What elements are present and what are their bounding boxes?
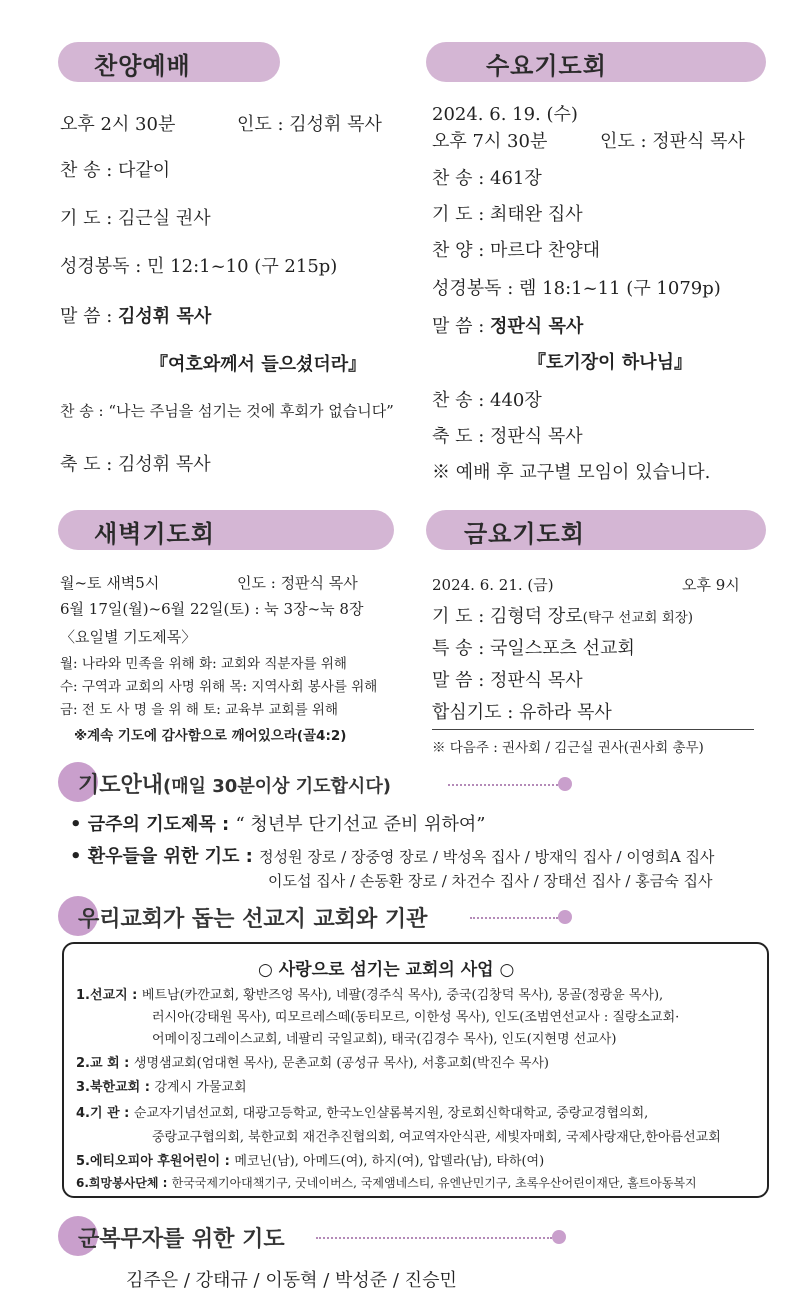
mission-row-text: 어메이징그레이스교회, 네팔리 국일교회), 태국(김경수 목사), 인도(지현명 선교사) (152, 1032, 617, 1047)
wednesday-title-pill (426, 42, 766, 82)
mission-row-text: 러시아(강태원 목사), 띠모르레스떼(동티모르, 이한성 목사), 인도(조범연선교사 : 질랑소교회· (152, 1010, 680, 1025)
sick-prayer-line2: 이도섭 집사 / 손동환 장로 / 차건수 집사 / 장태선 집사 / 홍금숙 집사 (268, 872, 713, 890)
worship-sermon (60, 302, 211, 328)
wednesday-prayer: 기 도 : 최태완 집사 (432, 204, 583, 225)
prayer-guide-dots (448, 784, 558, 786)
sick-prayer-line1: 정성원 장로 / 장중영 장로 / 박성옥 집사 / 방재익 집사 / 이영희A 집사 (259, 848, 715, 866)
military-names: 김주은 / 강태규 / 이동혁 / 박성준 / 진승민 (126, 1270, 457, 1291)
mission-row-text: 생명샘교회(엄대현 목사), 문촌교회 (공성규 목사), 서흥교회(박진수 목사) (133, 1056, 550, 1071)
mission-row-label: 3.북한교회 : (76, 1080, 155, 1095)
mission-row (152, 1126, 721, 1145)
worship-reading: 성경봉독 : 민 12:1~10 (구 215p) (60, 256, 338, 277)
friday-sermon: 말 씀 : 정판식 목사 (432, 670, 583, 691)
worship-sermon-title: 『여호와께서 들으셨더라』 (150, 354, 367, 375)
dawn-title: 새벽기도회 (94, 520, 215, 548)
friday-prayer-note: (탁구 선교회 회장) (582, 610, 694, 626)
mission-row (76, 1052, 549, 1071)
missions-end-dot (558, 910, 572, 924)
wednesday-date: 2024. 6. 19. (수) (432, 104, 578, 125)
friday-divider (432, 729, 754, 730)
wednesday-sermon-label: 말 씀 : (432, 316, 491, 337)
mission-row-text: 메코닌(남), 아메드(여), 하지(여), 압델라(남), 타하(여) (234, 1154, 545, 1169)
mission-row (152, 1028, 616, 1047)
mission-row-text: 중랑교구협의회, 북한교회 재건추진협의회, 여교역자안식관, 세빛자매회, 국제사랑재단,한아름선교회 (152, 1130, 721, 1145)
friday-special: 특 송 : 국일스포츠 선교회 (432, 638, 635, 659)
wednesday-reading: 성경봉독 : 렘 18:1~11 (구 1079p) (432, 278, 721, 299)
military-title: 군복무자를 위한 기도 (78, 1227, 285, 1252)
worship-title: 찬양예배 (94, 52, 191, 80)
wednesday-leader: 인도 : 정판식 목사 (600, 131, 745, 152)
prayer-guide-subtitle: (매일 30분이상 기도합시다) (163, 776, 391, 797)
military-end-dot (552, 1230, 566, 1244)
prayer-guide-end-dot (558, 777, 572, 791)
friday-time: 오후 9시 (682, 576, 740, 594)
mission-row-label: 4.기 관 : (76, 1106, 134, 1121)
wednesday-note: ※ 예배 후 교구별 모임이 있습니다. (432, 462, 711, 483)
worship-closing-hymn: 찬 송 : “나는 주님을 섬기는 것에 후회가 없습니다” (60, 402, 394, 420)
mission-row (76, 1102, 648, 1121)
mission-row-label: 2.교 회 : (76, 1056, 134, 1071)
friday-prayer (432, 602, 693, 628)
worship-time: 오후 2시 30분 (60, 114, 176, 135)
missions-dots (470, 917, 558, 919)
worship-sermon-speaker: 김성휘 목사 (118, 306, 212, 327)
sick-prayer-label: • 환우들을 위한 기도 : (70, 846, 260, 867)
wednesday-title: 수요기도회 (486, 52, 607, 80)
sick-prayer (70, 842, 714, 868)
mission-row-text: 한국국제기아대책기구, 굿네이버스, 국제앰네스티, 유엔난민기구, 초록우산어린이재단, 홀트아동복지 (171, 1176, 697, 1190)
worship-prayer: 기 도 : 김근실 권사 (60, 208, 211, 229)
friday-closing: 합심기도 : 유하라 목사 (432, 702, 612, 723)
dawn-verse: ※계속 기도에 감사함으로 깨어있으라(골4:2) (74, 728, 347, 744)
military-dots (316, 1237, 552, 1239)
worship-leader: 인도 : 김성휘 목사 (237, 114, 382, 135)
mission-row (76, 984, 663, 1003)
dawn-topic-1: 월: 나라와 민족을 위해 화: 교회와 직분자를 위해 (60, 656, 347, 672)
wednesday-sermon-title: 『토기장이 하나님』 (528, 352, 692, 373)
wednesday-sermon-speaker: 정판식 목사 (490, 316, 584, 337)
friday-next: ※ 다음주 : 권사회 / 김근실 권사(권사회 총무) (432, 740, 704, 756)
dawn-topics-header: 〈요일별 기도제목〉 (60, 628, 197, 646)
dawn-topic-3: 금: 전 도 사 명 을 위 해 토: 교육부 교회를 위해 (60, 702, 338, 718)
mission-row-text: 강계시 가물교회 (154, 1080, 247, 1095)
wednesday-hymn: 찬 송 : 461장 (432, 168, 542, 189)
dawn-title-pill (58, 510, 394, 550)
mission-row-text: 순교자기념선교회, 대광고등학교, 한국노인샬롬복지원, 장로회신학대학교, 중랑교경협의회, (133, 1106, 649, 1121)
weekly-prayer-text: “ 청년부 단기선교 준비 위하여” (235, 814, 486, 835)
missions-title: 우리교회가 돕는 선교지 교회와 기관 (78, 907, 428, 932)
friday-prayer-label: 기 도 : 김형덕 장로 (432, 606, 583, 627)
friday-date: 2024. 6. 21. (금) (432, 576, 554, 594)
worship-benediction: 축 도 : 김성휘 목사 (60, 454, 211, 475)
mission-row-label: 1.선교지 : (76, 988, 142, 1003)
mission-row-label: 5.에티오피아 후원어린이 : (76, 1154, 235, 1169)
friday-title-pill (426, 510, 766, 550)
mission-row (76, 1150, 544, 1169)
weekly-prayer-label: • 금주의 기도제목 : (70, 814, 236, 835)
missions-box-title: ○ 사랑으로 섬기는 교회의 사업 ○ (258, 960, 515, 980)
dawn-range: 6월 17일(월)~6월 22일(토) : 눅 3장~눅 8장 (60, 600, 364, 618)
wednesday-benediction: 축 도 : 정판식 목사 (432, 426, 583, 447)
wednesday-time: 오후 7시 30분 (432, 131, 548, 152)
worship-hymn: 찬 송 : 다같이 (60, 160, 171, 181)
worship-sermon-label: 말 씀 : (60, 306, 119, 327)
mission-row (152, 1006, 679, 1025)
prayer-guide-heading (78, 768, 391, 799)
wednesday-closing-hymn: 찬 송 : 440장 (432, 390, 542, 411)
wednesday-choir: 찬 양 : 마르다 찬양대 (432, 240, 601, 261)
weekly-prayer (70, 810, 485, 836)
prayer-guide-title: 기도안내 (78, 773, 164, 798)
mission-row-text: 베트남(카깐교회, 황반즈엉 목사), 네팔(경주식 목사), 중국(김창덕 목사), 몽골(정광윤 목사), (141, 988, 664, 1003)
wednesday-sermon (432, 312, 583, 338)
dawn-topic-2: 수: 구역과 교회의 사명 위해 목: 지역사회 봉사를 위해 (60, 679, 378, 695)
mission-row (76, 1174, 697, 1191)
mission-row-label: 6.희망봉사단체 : (76, 1176, 172, 1190)
dawn-leader: 인도 : 정판식 목사 (237, 574, 358, 592)
worship-title-pill (58, 42, 280, 82)
mission-row (76, 1076, 247, 1095)
dawn-time: 월~토 새벽5시 (60, 574, 160, 592)
friday-title: 금요기도회 (464, 520, 585, 548)
